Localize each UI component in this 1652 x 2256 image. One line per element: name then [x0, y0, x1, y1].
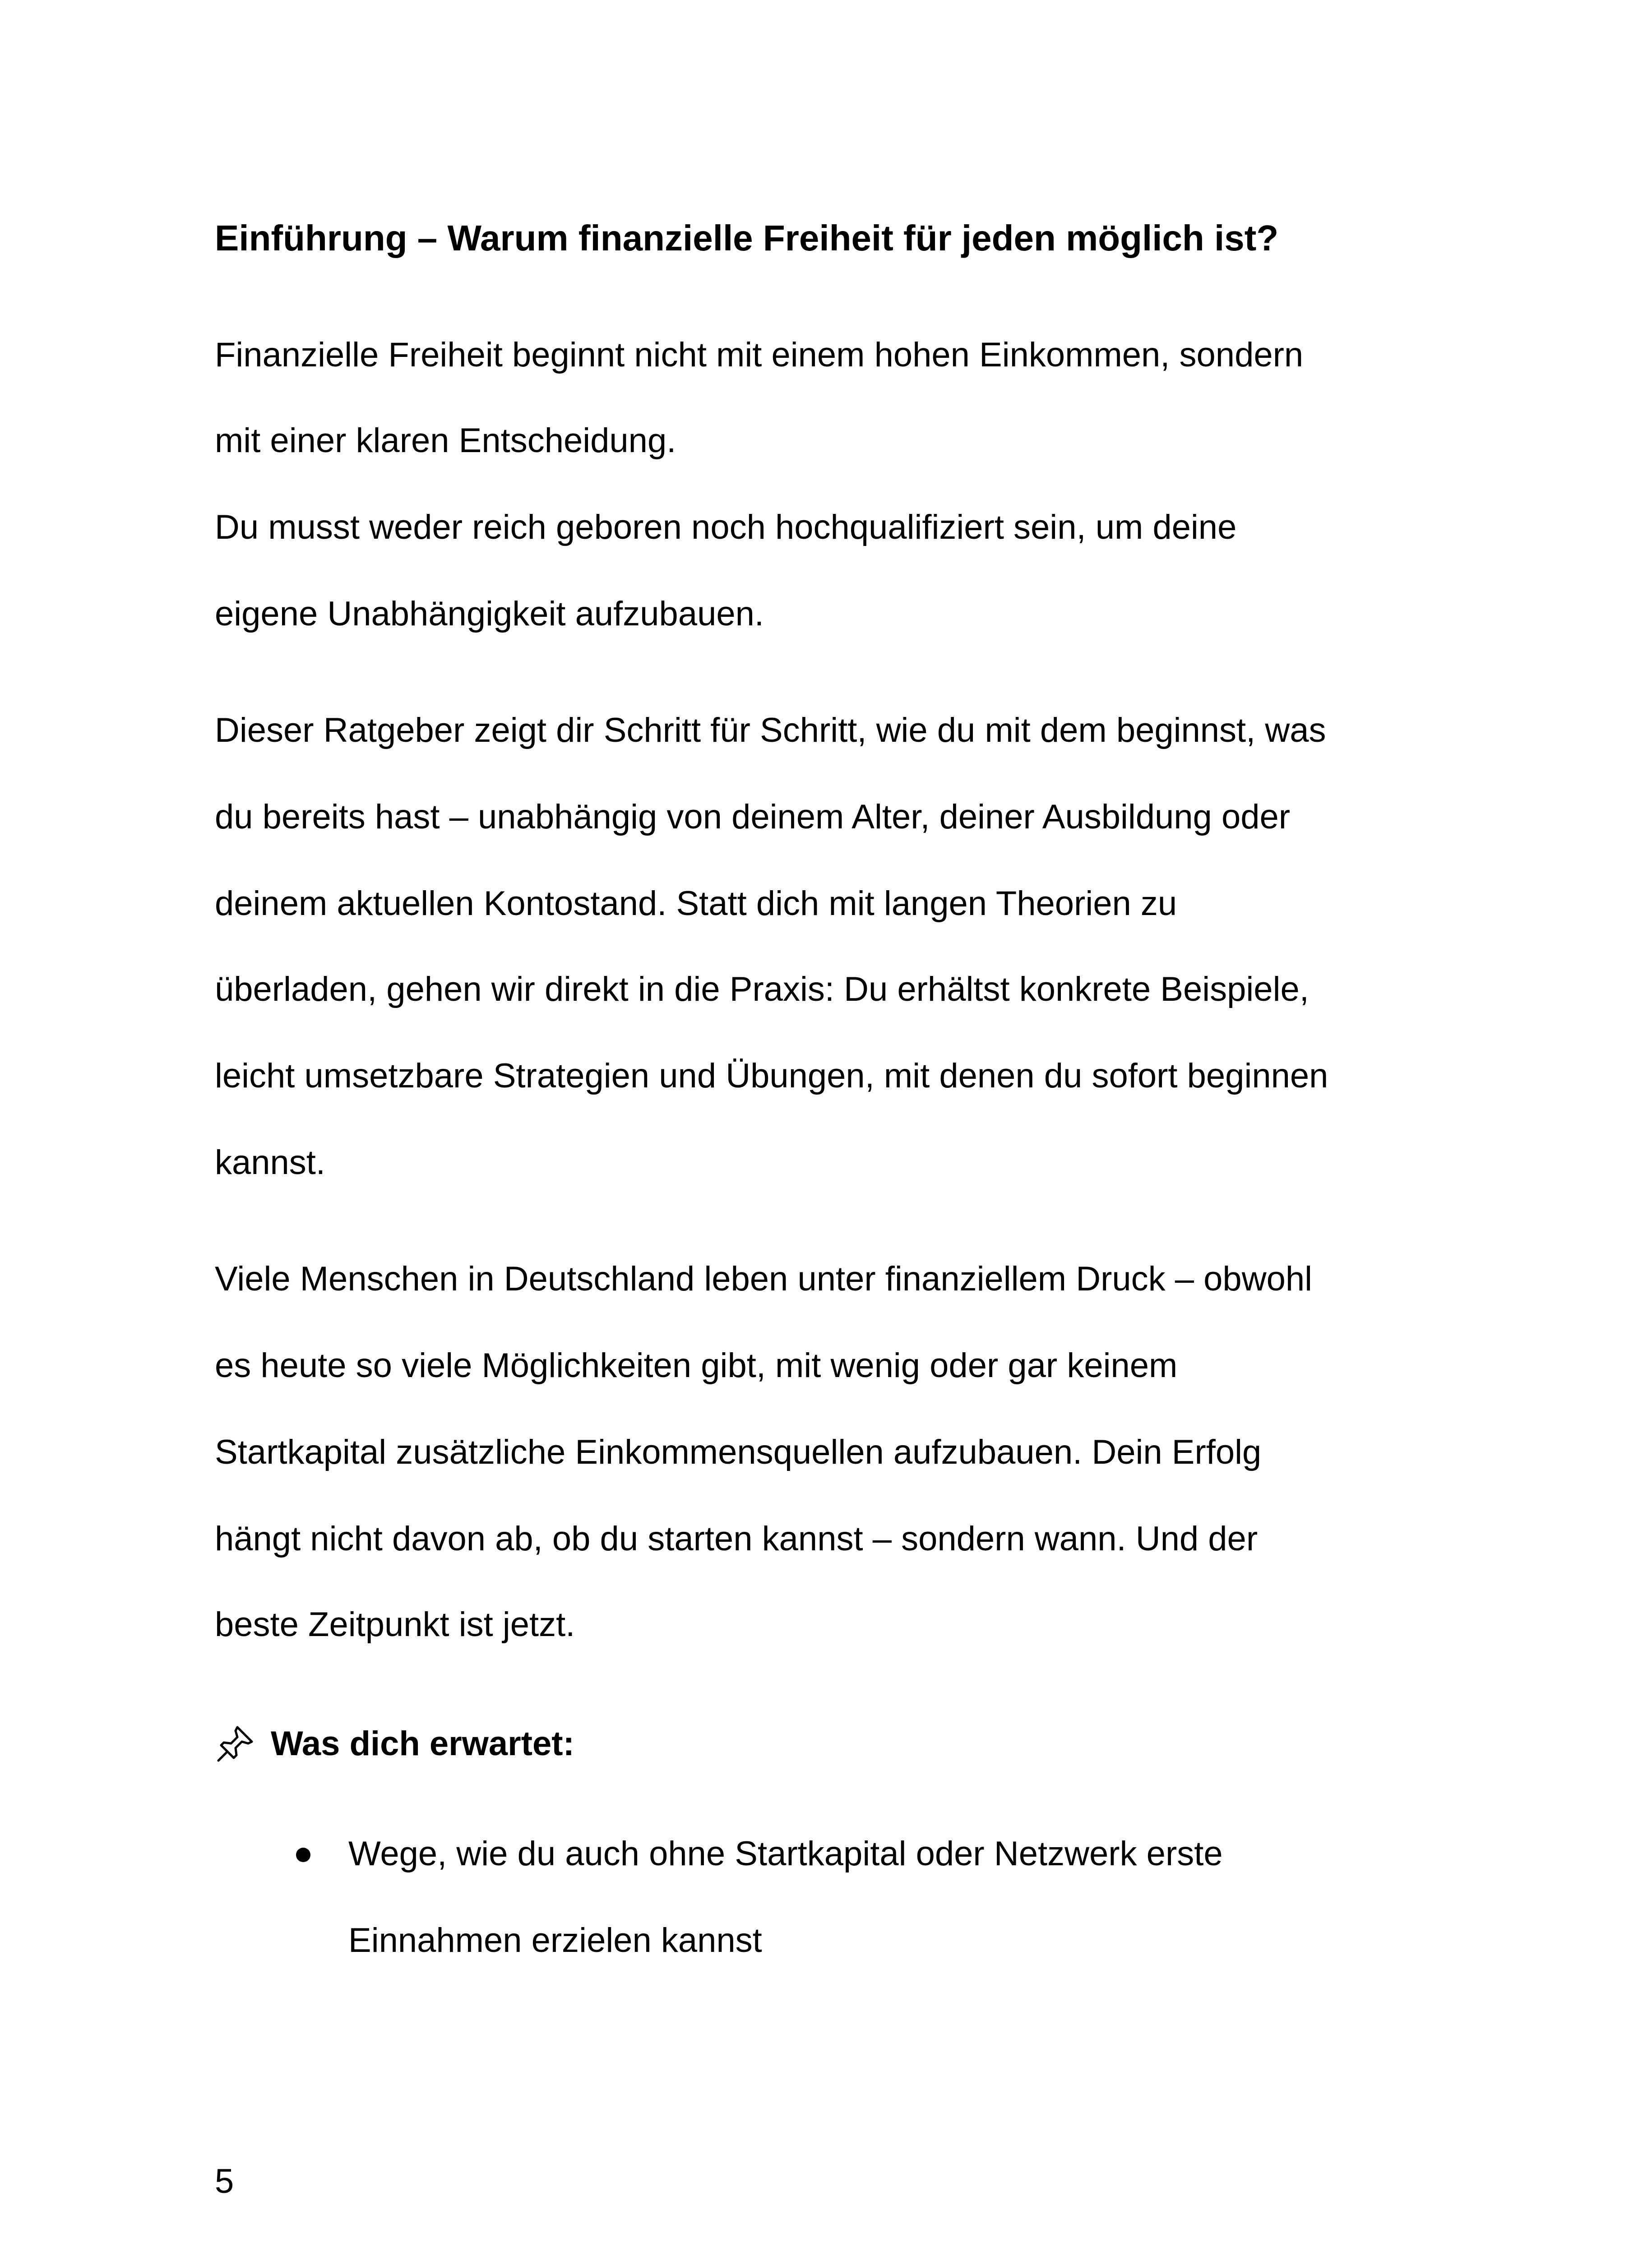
paragraph-2-line: deinem aktuellen Kontostand. Statt dich mit langen Theorien zu — [215, 884, 1177, 923]
expectations-title: Was dich erwartet: — [271, 1724, 574, 1763]
paragraph-2-line: überladen, gehen wir direkt in die Praxis: Du erhältst konkrete Beispiele, — [215, 970, 1309, 1008]
paragraph-2-line: leicht umsetzbare Strategien und Übungen, mit denen du sofort beginnen — [215, 1057, 1328, 1095]
list-item-line: Wege, wie du auch ohne Startkapital oder Netzwerk erste — [348, 1835, 1223, 1873]
paragraph-1-line: Du musst weder reich geboren noch hochqualifiziert sein, um deine — [215, 508, 1237, 546]
paragraph-1-line: Finanzielle Freiheit beginnt nicht mit einem hohen Einkommen, sondern — [215, 336, 1304, 374]
page-number: 5 — [215, 2162, 234, 2201]
paragraph-2-line: du bereits hast – unabhängig von deinem Alter, deiner Ausbildung oder — [215, 798, 1291, 836]
bullet-icon — [296, 1848, 310, 1862]
expectations-heading — [215, 1719, 574, 1769]
pushpin-icon — [215, 1724, 255, 1764]
paragraph-1-line: mit einer klaren Entscheidung. — [215, 421, 676, 460]
list-item-line: Einnahmen erzielen kannst — [348, 1921, 762, 1960]
paragraph-3-line: Viele Menschen in Deutschland leben unter finanziellem Druck – obwohl — [215, 1260, 1312, 1298]
paragraph-3-line: es heute so viele Möglichkeiten gibt, mit wenig oder gar keinem — [215, 1346, 1178, 1385]
paragraph-1-line: eigene Unabhängigkeit aufzubauen. — [215, 595, 764, 633]
paragraph-3-line: beste Zeitpunkt ist jetzt. — [215, 1605, 575, 1644]
paragraph-3-line: hängt nicht davon ab, ob du starten kannst – sondern wann. Und der — [215, 1520, 1258, 1558]
paragraph-3-line: Startkapital zusätzliche Einkommensquellen aufzubauen. Dein Erfolg — [215, 1433, 1262, 1471]
chapter-heading: Einführung – Warum finanzielle Freiheit für jeden möglich ist? — [215, 218, 1279, 258]
paragraph-2-line: kannst. — [215, 1143, 326, 1182]
paragraph-2-line: Dieser Ratgeber zeigt dir Schritt für Schritt, wie du mit dem beginnst, was — [215, 711, 1326, 749]
